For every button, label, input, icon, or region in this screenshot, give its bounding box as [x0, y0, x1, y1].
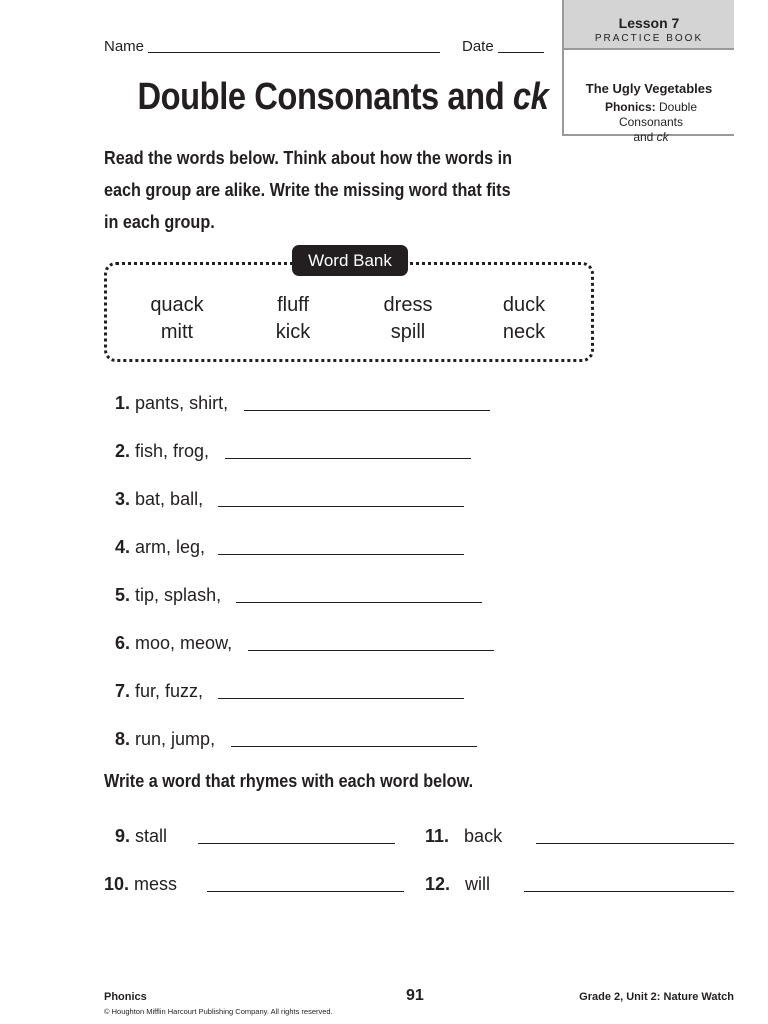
word-bank-word: fluff [277, 294, 309, 316]
word-bank-word: spill [390, 321, 426, 343]
name-label: Name [104, 38, 145, 55]
answer-field[interactable] [207, 891, 404, 892]
topic-line1: Double Consonants [618, 100, 698, 129]
list-item [425, 874, 490, 895]
list-item [115, 489, 203, 510]
word-bank-word: neck [502, 321, 546, 343]
copyright: © Houghton Mifflin Harcourt Publishing Company. All rights reserved. [104, 1007, 333, 1016]
word-bank-label: Word Bank [292, 245, 408, 276]
answer-field[interactable] [236, 602, 482, 603]
answer-field[interactable] [248, 650, 494, 651]
list-item [425, 826, 502, 847]
answer-field[interactable] [218, 554, 464, 555]
item-number: 2. [115, 441, 131, 461]
practice-book-label: PRACTICE BOOK [594, 33, 704, 44]
list-item [115, 729, 215, 750]
list-item [115, 826, 167, 847]
word-bank-word: dress [383, 294, 433, 316]
lesson-topic [578, 100, 724, 145]
topic-line2-prefix: and [633, 130, 657, 144]
word-bank-word: quack [150, 294, 204, 316]
answer-field[interactable] [524, 891, 734, 892]
word-bank-word: duck [502, 294, 546, 316]
lesson-header [564, 0, 734, 50]
item-word: will [465, 874, 491, 894]
answer-field[interactable] [231, 746, 477, 747]
list-item [115, 585, 221, 606]
instruction-line: each group are alike. Write the missing word that fits [104, 180, 511, 200]
list-item [115, 633, 232, 654]
topic-line2-italic: ck [656, 130, 669, 144]
word-bank-word: mitt [160, 321, 194, 343]
footer-unit: Grade 2, Unit 2: Nature Watch [579, 991, 734, 1003]
item-word: stall [135, 826, 168, 846]
item-text: bat, ball, [135, 489, 204, 509]
footer-subject: Phonics [104, 991, 147, 1003]
instruction-line: in each group. [104, 212, 215, 232]
name-field[interactable] [148, 52, 440, 53]
item-text: run, jump, [135, 729, 216, 749]
section2-instruction: Write a word that rhymes with each word below. [104, 771, 474, 791]
lesson-number: Lesson 7 [618, 15, 680, 31]
item-word: mess [134, 874, 178, 894]
answer-field[interactable] [198, 843, 395, 844]
word-bank-word: kick [275, 321, 311, 343]
item-number: 3. [115, 489, 131, 509]
item-text: fur, fuzz, [135, 681, 204, 701]
title-text: Double Consonants and [137, 76, 513, 118]
item-number: 9. [115, 826, 131, 846]
page-number: 91 [406, 987, 424, 1004]
topic-label: Phonics: [604, 100, 656, 114]
item-text: fish, frog, [135, 441, 210, 461]
item-text: moo, meow, [135, 633, 233, 653]
answer-field[interactable] [218, 698, 464, 699]
item-number: 1. [115, 393, 131, 413]
title-italic: ck [512, 76, 549, 118]
page-title [137, 76, 548, 119]
list-item [115, 681, 203, 702]
list-item [115, 393, 228, 414]
word-bank-box [104, 262, 594, 362]
item-text: arm, leg, [135, 537, 206, 557]
list-item [115, 537, 205, 558]
story-title: The Ugly Vegetables [585, 81, 713, 96]
lesson-info-box [562, 0, 734, 144]
item-number: 11. [425, 826, 450, 846]
item-number: 12. [425, 874, 451, 894]
answer-field[interactable] [244, 410, 490, 411]
item-number: 5. [115, 585, 131, 605]
item-number: 7. [115, 681, 131, 701]
item-number: 6. [115, 633, 131, 653]
instruction-line: Read the words below. Think about how the words in [104, 148, 513, 168]
date-field[interactable] [498, 52, 544, 53]
item-text: pants, shirt, [135, 393, 229, 413]
answer-field[interactable] [218, 506, 464, 507]
answer-field[interactable] [536, 843, 734, 844]
item-number: 10. [104, 874, 130, 894]
item-number: 4. [115, 537, 131, 557]
answer-field[interactable] [225, 458, 471, 459]
list-item [104, 874, 177, 895]
item-number: 8. [115, 729, 131, 749]
list-item [115, 441, 209, 462]
date-label: Date [462, 38, 494, 55]
item-text: tip, splash, [135, 585, 222, 605]
item-word: back [464, 826, 503, 846]
instructions [104, 142, 527, 238]
